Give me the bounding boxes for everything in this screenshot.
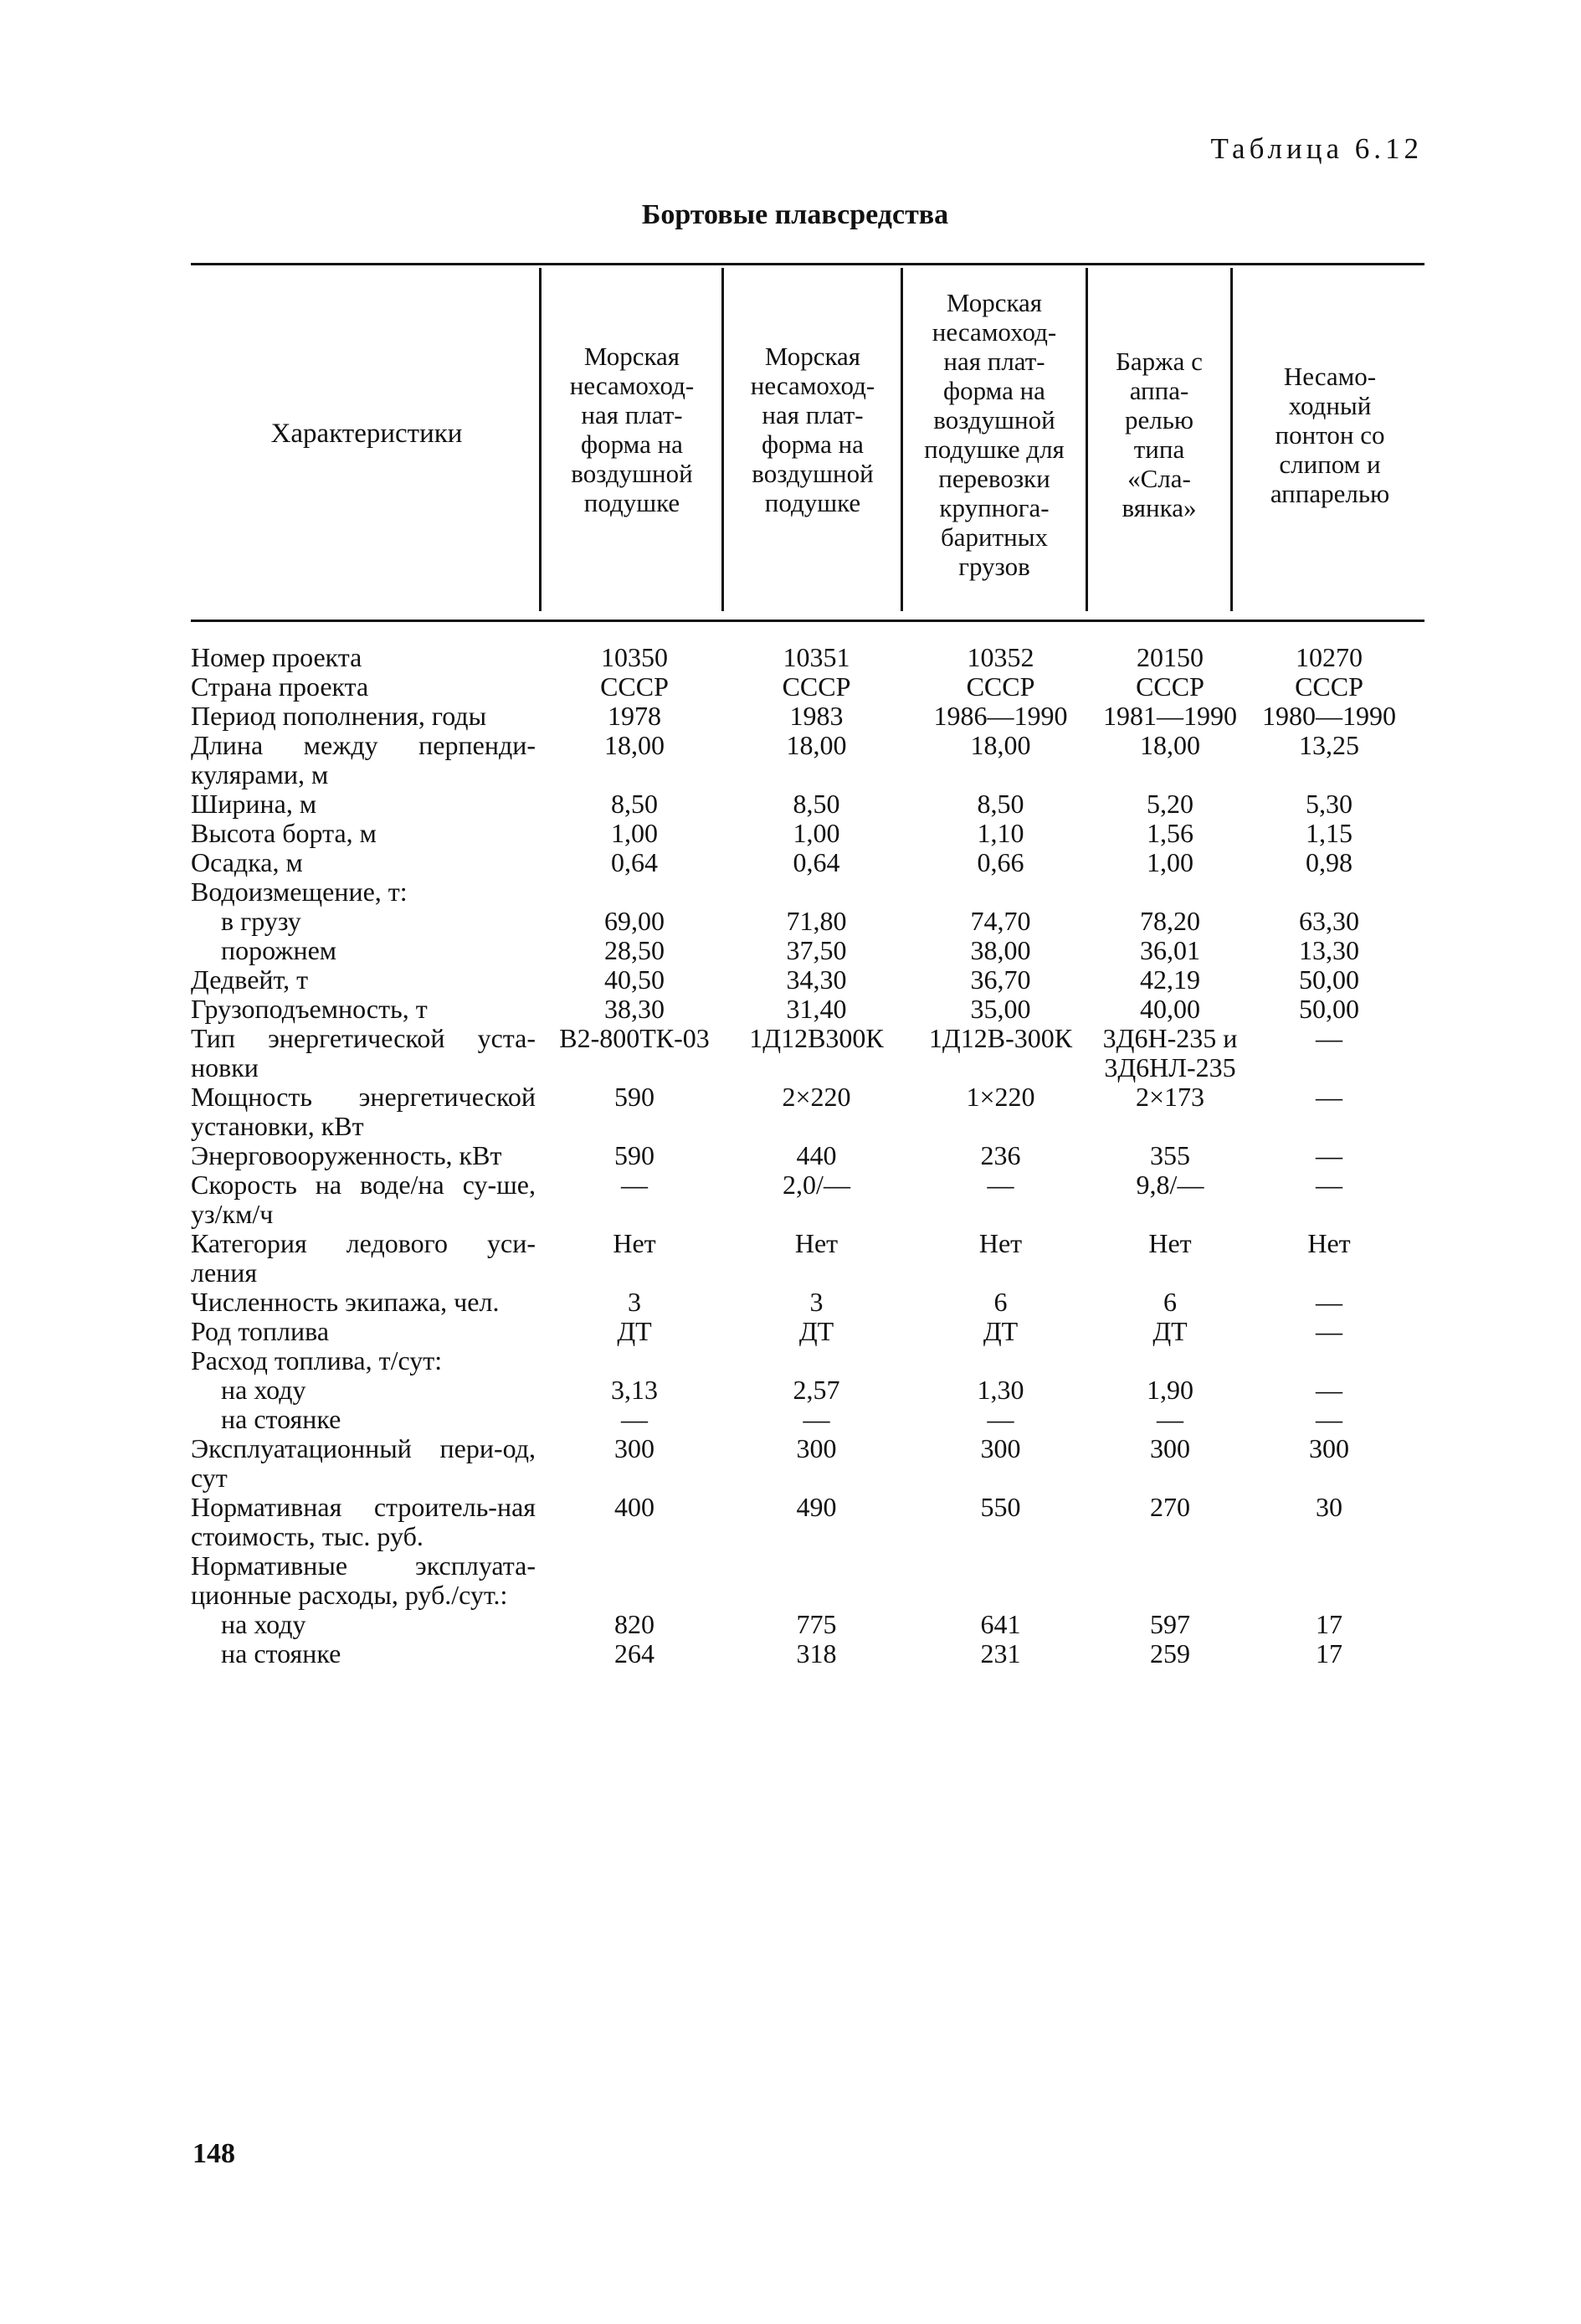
header-characteristics: Характеристики bbox=[270, 419, 463, 449]
header-col-3-line: перевозки bbox=[938, 464, 1050, 493]
table-row bbox=[191, 965, 1424, 995]
cell-col-3: 1×220 bbox=[966, 1082, 1035, 1112]
cell-col-2: 2,0/— bbox=[783, 1170, 850, 1200]
cell-col-2: 1,00 bbox=[793, 818, 840, 848]
cell-col-3: ДТ bbox=[983, 1316, 1019, 1346]
cell-col-3: 6 bbox=[993, 1287, 1008, 1317]
cell-col-4: 6 bbox=[1163, 1287, 1177, 1317]
header-col-5-line: понтон со bbox=[1275, 420, 1385, 450]
cell-col-4: 1,00 bbox=[1147, 847, 1193, 877]
cell-col-5: — bbox=[1316, 1375, 1342, 1405]
column-divider bbox=[901, 268, 903, 611]
row-label: Мощность энергетической установки, кВт bbox=[191, 1082, 536, 1141]
cell-col-5: СССР bbox=[1295, 671, 1363, 702]
cell-col-1: 3,13 bbox=[611, 1375, 658, 1405]
cell-col-3: 35,00 bbox=[970, 994, 1031, 1024]
cell-col-3: 641 bbox=[980, 1609, 1021, 1639]
header-col-3-line: баритных bbox=[940, 522, 1049, 552]
header-col-3-line: грузов bbox=[958, 552, 1030, 581]
table-row bbox=[191, 1082, 1424, 1141]
cell-col-4: 1981—1990 bbox=[1103, 701, 1237, 731]
cell-col-4: СССР bbox=[1136, 671, 1204, 702]
cell-col-5: 63,30 bbox=[1299, 906, 1359, 936]
cell-col-5: — bbox=[1316, 1404, 1342, 1434]
header-col-1-line: Морская bbox=[583, 342, 680, 371]
cell-col-1: 18,00 bbox=[604, 730, 665, 760]
cell-col-3: — bbox=[987, 1170, 1014, 1200]
row-label: Расход топлива, т/сут: bbox=[191, 1345, 443, 1375]
table-caption: Бортовые плавсредства bbox=[641, 199, 949, 230]
cell-col-1: 1,00 bbox=[611, 818, 658, 848]
cell-col-2: 1Д12В300К bbox=[749, 1023, 884, 1053]
header-col-2-line: форма на bbox=[762, 429, 864, 459]
cell-col-2: 8,50 bbox=[793, 789, 840, 819]
header-col-2-line: несамоход- bbox=[750, 371, 875, 400]
header-col-4-line: вянка» bbox=[1122, 493, 1197, 522]
table-row bbox=[191, 1317, 1424, 1346]
cell-col-1: СССР bbox=[600, 671, 669, 702]
table-row bbox=[191, 1229, 1424, 1288]
cell-col-5: 50,00 bbox=[1299, 994, 1359, 1024]
cell-col-1: 300 bbox=[614, 1433, 654, 1463]
cell-col-1: — bbox=[621, 1404, 648, 1434]
header-col-3-line: подушке для bbox=[924, 434, 1065, 464]
header-col-4-line: «Сла- bbox=[1127, 464, 1191, 493]
column-divider bbox=[1086, 268, 1088, 611]
cell-col-2: 490 bbox=[796, 1492, 837, 1522]
cell-col-5: 17 bbox=[1316, 1609, 1342, 1639]
table-row bbox=[191, 643, 1424, 672]
cell-col-2: 318 bbox=[796, 1638, 837, 1668]
cell-col-3: 300 bbox=[980, 1433, 1021, 1463]
row-label: Период пополнения, годы bbox=[191, 701, 487, 731]
cell-col-2: ДТ bbox=[798, 1316, 834, 1346]
cell-col-5: 1,15 bbox=[1306, 818, 1353, 848]
table-row bbox=[191, 1434, 1424, 1493]
table-body bbox=[191, 643, 1424, 1668]
cell-col-2: 1983 bbox=[789, 701, 844, 731]
cell-col-2: — bbox=[803, 1404, 830, 1434]
table-row bbox=[191, 1493, 1424, 1551]
table-row bbox=[191, 702, 1424, 731]
header-col-2-line: воздушной bbox=[752, 459, 874, 488]
cell-col-2: 10351 bbox=[783, 642, 850, 672]
cell-col-4: 259 bbox=[1150, 1638, 1190, 1668]
cell-col-4: 40,00 bbox=[1140, 994, 1200, 1024]
cell-col-3: 36,70 bbox=[970, 964, 1031, 995]
cell-col-5: 300 bbox=[1309, 1433, 1349, 1463]
cell-col-4: 9,8/— bbox=[1136, 1170, 1204, 1200]
row-label: Высота борта, м bbox=[191, 818, 377, 848]
cell-col-4: 78,20 bbox=[1140, 906, 1200, 936]
header-col-2-line: подушке bbox=[764, 488, 861, 517]
cell-col-1: 69,00 bbox=[604, 906, 665, 936]
row-label: на ходу bbox=[221, 1609, 306, 1639]
cell-col-2: 3 bbox=[809, 1287, 824, 1317]
cell-col-1: 590 bbox=[614, 1082, 654, 1112]
table-row bbox=[191, 1639, 1424, 1668]
cell-col-5: — bbox=[1316, 1082, 1342, 1112]
cell-col-1: 10350 bbox=[601, 642, 668, 672]
column-divider bbox=[721, 268, 724, 611]
table-row bbox=[191, 1288, 1424, 1317]
cell-col-5: 10270 bbox=[1296, 642, 1363, 672]
cell-col-3: 38,00 bbox=[970, 935, 1031, 965]
row-label: Род топлива bbox=[191, 1316, 330, 1346]
cell-col-3: 8,50 bbox=[977, 789, 1024, 819]
row-label: Скорость на воде/на су-ше, уз/км/ч bbox=[191, 1170, 536, 1229]
cell-col-5: 13,25 bbox=[1299, 730, 1359, 760]
header-col-3-line: ная плат- bbox=[943, 347, 1045, 376]
cell-col-3: СССР bbox=[966, 671, 1035, 702]
cell-col-1: 1978 bbox=[608, 701, 661, 731]
cell-col-4: 5,20 bbox=[1147, 789, 1193, 819]
header-col-3 bbox=[906, 288, 1083, 581]
header-col-5-line: аппарелью bbox=[1270, 479, 1390, 508]
cell-col-5: Нет bbox=[1307, 1228, 1351, 1258]
row-label: Осадка, м bbox=[191, 847, 303, 877]
header-col-1 bbox=[544, 342, 720, 517]
table-row bbox=[191, 731, 1424, 789]
cell-col-4: 597 bbox=[1150, 1609, 1190, 1639]
cell-col-2: 31,40 bbox=[786, 994, 847, 1024]
header-col-3-line: воздушной bbox=[933, 405, 1055, 434]
cell-col-3: Нет bbox=[978, 1228, 1023, 1258]
cell-col-3: 1986—1990 bbox=[933, 701, 1068, 731]
header-col-1-line: воздушной bbox=[571, 459, 693, 488]
cell-col-4: 355 bbox=[1150, 1140, 1190, 1170]
cell-col-2: 34,30 bbox=[786, 964, 847, 995]
cell-col-5: — bbox=[1316, 1316, 1342, 1346]
cell-col-3: 74,70 bbox=[970, 906, 1031, 936]
table-row bbox=[191, 1610, 1424, 1639]
cell-col-2: 18,00 bbox=[786, 730, 847, 760]
table-row bbox=[191, 1551, 1424, 1610]
header-col-2-line: ная плат- bbox=[762, 400, 864, 429]
header-col-1-line: несамоход- bbox=[569, 371, 695, 400]
cell-col-3: 18,00 bbox=[970, 730, 1031, 760]
header-col-3-line: форма на bbox=[943, 376, 1045, 405]
table-row bbox=[191, 1170, 1424, 1229]
cell-col-5: — bbox=[1316, 1287, 1342, 1317]
header-col-4-line: релью bbox=[1124, 405, 1194, 434]
table-row bbox=[191, 1405, 1424, 1434]
table-row bbox=[191, 1024, 1424, 1082]
row-label: Длина между перпенди-кулярами, м bbox=[191, 730, 536, 789]
row-label: Категория ледового уси-ления bbox=[191, 1228, 536, 1288]
cell-col-4: 270 bbox=[1150, 1492, 1190, 1522]
cell-col-3: 236 bbox=[980, 1140, 1021, 1170]
cell-col-1: 0,64 bbox=[611, 847, 658, 877]
row-label: Тип энергетической уста-новки bbox=[191, 1023, 536, 1082]
cell-col-3: 1,10 bbox=[977, 818, 1024, 848]
cell-col-2: 300 bbox=[796, 1433, 837, 1463]
cell-col-4: Нет bbox=[1148, 1228, 1192, 1258]
row-label: порожнем bbox=[221, 935, 337, 965]
cell-col-2: 440 bbox=[796, 1140, 837, 1170]
table-row bbox=[191, 672, 1424, 702]
cell-col-2: 2×220 bbox=[782, 1082, 851, 1112]
header-col-5-line: слипом и bbox=[1279, 450, 1381, 479]
header-col-2 bbox=[726, 342, 899, 517]
cell-col-5: — bbox=[1316, 1140, 1342, 1170]
header-col-1-line: подушке bbox=[583, 488, 680, 517]
cell-col-1: 820 bbox=[614, 1609, 654, 1639]
header-col-5-line: Несамо- bbox=[1283, 362, 1377, 391]
column-divider bbox=[1230, 268, 1233, 611]
header-col-4-line: типа bbox=[1133, 434, 1185, 464]
cell-col-4: 3Д6Н-235 и 3Д6НЛ-235 bbox=[1102, 1023, 1238, 1082]
header-col-1-line: форма на bbox=[581, 429, 683, 459]
header-col-5 bbox=[1235, 362, 1424, 508]
cell-col-4: 2×173 bbox=[1135, 1082, 1205, 1112]
row-label: Нормативные эксплуата-ционные расходы, руб./сут.: bbox=[191, 1550, 536, 1610]
cell-col-1: Нет bbox=[613, 1228, 656, 1258]
row-label: Водоизмещение, т: bbox=[191, 877, 408, 907]
table-number: Таблица 6.12 bbox=[1210, 132, 1423, 165]
cell-col-2: 2,57 bbox=[793, 1375, 840, 1405]
cell-col-4: 1,90 bbox=[1147, 1375, 1193, 1405]
row-label: Энерговооруженность, кВт bbox=[191, 1140, 502, 1170]
cell-col-4: 300 bbox=[1150, 1433, 1190, 1463]
table-row bbox=[191, 877, 1424, 907]
cell-col-1: 264 bbox=[614, 1638, 654, 1668]
cell-col-4: 18,00 bbox=[1140, 730, 1200, 760]
cell-col-5: 17 bbox=[1316, 1638, 1342, 1668]
cell-col-4: — bbox=[1157, 1404, 1183, 1434]
cell-col-1: 3 bbox=[628, 1287, 641, 1317]
row-label: Численность экипажа, чел. bbox=[191, 1287, 500, 1317]
cell-col-4: 20150 bbox=[1137, 642, 1204, 672]
header-col-4-line: Баржа с bbox=[1116, 347, 1203, 376]
cell-col-5: 1980—1990 bbox=[1262, 701, 1396, 731]
cell-col-2: СССР bbox=[782, 671, 851, 702]
row-label: Ширина, м bbox=[191, 789, 317, 819]
table-row bbox=[191, 936, 1424, 965]
cell-col-2: 0,64 bbox=[793, 847, 840, 877]
cell-col-1: В2-800ТК-03 bbox=[559, 1023, 710, 1053]
row-label: в грузу bbox=[221, 906, 301, 936]
cell-col-1: 8,50 bbox=[611, 789, 658, 819]
cell-col-1: 400 bbox=[614, 1492, 654, 1522]
row-label: Грузоподъемность, т bbox=[191, 994, 428, 1024]
table-row bbox=[191, 907, 1424, 936]
cell-col-3: 550 bbox=[980, 1492, 1021, 1522]
cell-col-3: 10352 bbox=[967, 642, 1034, 672]
header-col-3-line: несамоход- bbox=[932, 317, 1057, 347]
row-label: на ходу bbox=[221, 1375, 306, 1405]
header-col-2-line: Морская bbox=[764, 342, 861, 371]
cell-col-5: 0,98 bbox=[1306, 847, 1353, 877]
row-label: Страна проекта bbox=[191, 671, 369, 702]
header-col-4-line: аппа- bbox=[1129, 376, 1189, 405]
cell-col-3: 1Д12В-300К bbox=[928, 1023, 1073, 1053]
cell-col-1: — bbox=[621, 1170, 648, 1200]
cell-col-1: 40,50 bbox=[604, 964, 665, 995]
cell-col-3: 0,66 bbox=[977, 847, 1024, 877]
cell-col-3: — bbox=[987, 1404, 1014, 1434]
cell-col-5: 50,00 bbox=[1299, 964, 1359, 995]
row-label: Нормативная строитель-ная стоимость, тыс. руб. bbox=[191, 1492, 536, 1551]
cell-col-5: 5,30 bbox=[1306, 789, 1353, 819]
row-label: на стоянке bbox=[221, 1638, 341, 1668]
row-label: на стоянке bbox=[221, 1404, 341, 1434]
cell-col-5: — bbox=[1316, 1170, 1342, 1200]
cell-col-2: 71,80 bbox=[786, 906, 847, 936]
table-row bbox=[191, 1346, 1424, 1375]
table-row bbox=[191, 848, 1424, 877]
table-row bbox=[191, 789, 1424, 819]
row-label: Эксплуатационный пери-од, сут bbox=[191, 1433, 536, 1493]
table-row bbox=[191, 819, 1424, 848]
header-col-4 bbox=[1091, 347, 1228, 522]
table-row bbox=[191, 1141, 1424, 1170]
cell-col-1: ДТ bbox=[617, 1316, 652, 1346]
cell-col-5: 13,30 bbox=[1299, 935, 1359, 965]
header-col-3-line: крупнога- bbox=[939, 493, 1050, 522]
header-col-3-line: Морская bbox=[946, 288, 1043, 317]
header-col-1-line: ная плат- bbox=[581, 400, 683, 429]
table-row bbox=[191, 995, 1424, 1024]
cell-col-5: — bbox=[1316, 1023, 1342, 1053]
cell-col-3: 231 bbox=[980, 1638, 1021, 1668]
cell-col-1: 590 bbox=[614, 1140, 654, 1170]
page-number: 148 bbox=[192, 2138, 235, 2169]
cell-col-4: 42,19 bbox=[1140, 964, 1200, 995]
cell-col-4: 1,56 bbox=[1147, 818, 1193, 848]
row-label: Номер проекта bbox=[191, 642, 362, 672]
table-row bbox=[191, 1375, 1424, 1405]
header-bottom-rule bbox=[191, 620, 1424, 622]
cell-col-2: 37,50 bbox=[786, 935, 847, 965]
cell-col-5: 30 bbox=[1316, 1492, 1342, 1522]
cell-col-2: 775 bbox=[796, 1609, 837, 1639]
table-top-rule bbox=[191, 263, 1424, 265]
cell-col-4: 36,01 bbox=[1140, 935, 1200, 965]
cell-col-1: 38,30 bbox=[604, 994, 665, 1024]
cell-col-2: Нет bbox=[794, 1228, 839, 1258]
header-col-5-line: ходный bbox=[1288, 391, 1372, 420]
row-label: Дедвейт, т bbox=[191, 964, 309, 995]
cell-col-3: 1,30 bbox=[977, 1375, 1024, 1405]
cell-col-1: 28,50 bbox=[604, 935, 665, 965]
cell-col-4: ДТ bbox=[1152, 1316, 1188, 1346]
